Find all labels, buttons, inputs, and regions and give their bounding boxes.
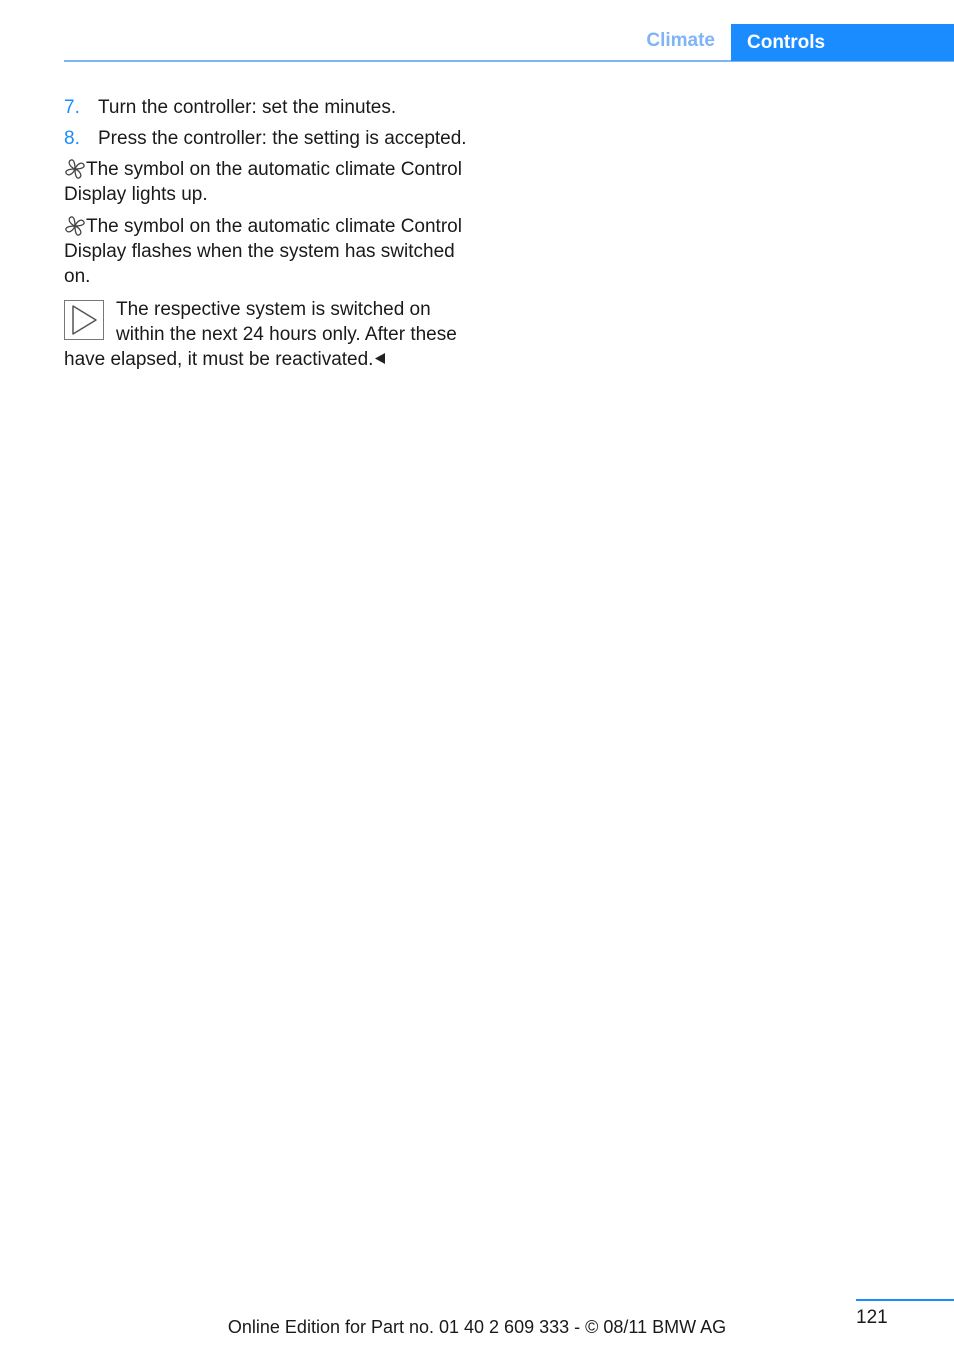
step-text: Turn the controller: set the minutes. — [98, 97, 397, 118]
note-block — [64, 297, 479, 372]
paragraph-text: The symbol on the automatic climate Control Display flashes when the system has switched on. — [64, 216, 462, 287]
footer-edition: Online Edition for Part no. 01 40 2 609 333 - © 08/11 BMW AG — [227, 1317, 727, 1337]
note-triangle-icon — [64, 300, 104, 340]
paragraph — [64, 214, 479, 289]
end-of-note-icon — [373, 352, 386, 365]
note-text: The respective system is switched on within the next 24 hours only. After these have elapsed, it must be reactivated. — [64, 299, 457, 370]
step-number: 8. — [64, 128, 80, 149]
footer-rule — [856, 1299, 954, 1301]
step-number: 7. — [64, 97, 80, 118]
step-text: Press the controller: the setting is accepted. — [98, 128, 467, 149]
fan-icon — [64, 158, 86, 180]
fan-icon — [64, 215, 86, 237]
content-column — [64, 95, 479, 372]
step-item — [64, 95, 479, 120]
page-number: 121 — [856, 1307, 888, 1328]
section-label: Climate — [646, 30, 715, 51]
paragraph — [64, 157, 479, 207]
paragraph-text: The symbol on the automatic climate Control Display lights up. — [64, 159, 462, 205]
chapter-tab: Controls — [731, 24, 954, 61]
step-item — [64, 126, 479, 151]
